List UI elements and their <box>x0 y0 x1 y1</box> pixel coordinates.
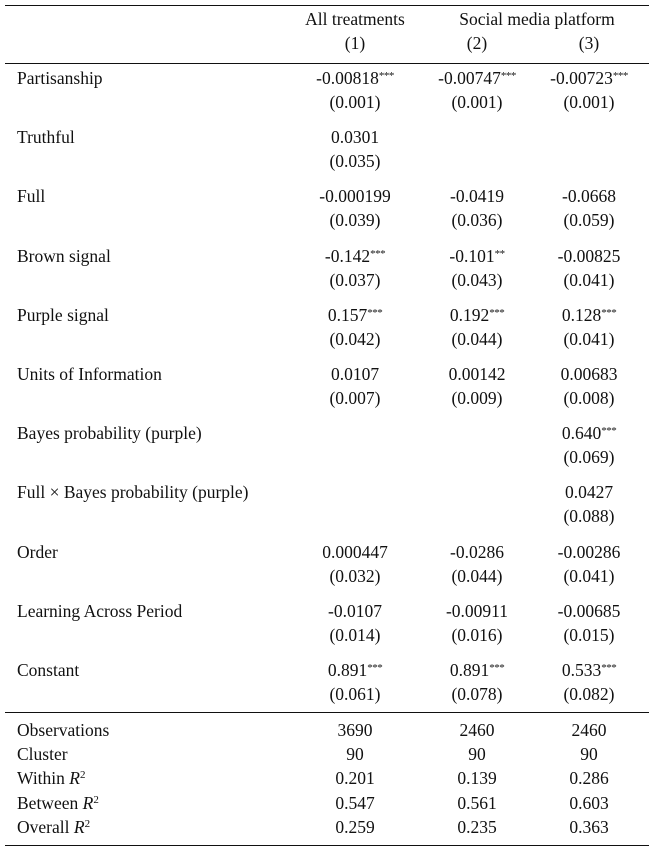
table-row <box>0 305 654 355</box>
stats-row <box>0 744 654 768</box>
header-rule <box>5 63 649 64</box>
coefficient-value: 0.000447 <box>322 541 388 562</box>
coefficient-value: 0.00142 <box>448 364 506 384</box>
coefficient-value: 0.00683 <box>560 364 618 384</box>
table-row <box>0 601 654 651</box>
stats-row <box>0 768 654 792</box>
significance-stars: *** <box>489 306 505 319</box>
stats-label-prefix: Between <box>17 792 83 813</box>
stats-value: 90 <box>346 744 364 765</box>
significance-stars: ** <box>494 247 505 260</box>
significance-stars: *** <box>489 662 505 674</box>
stats-label-prefix: Overall <box>17 816 74 837</box>
stats-value: 0.201 <box>335 768 375 789</box>
coefficient-cell <box>412 68 542 89</box>
stats-label-variable: R <box>73 816 85 837</box>
standard-error: (0.041) <box>563 565 615 586</box>
header-group-all-treatments: All treatments <box>305 9 405 29</box>
coefficient-value: -0.142 <box>324 245 371 266</box>
standard-error: (0.069) <box>563 447 615 468</box>
significance-stars: *** <box>378 70 394 82</box>
coefficient-cell <box>290 305 420 326</box>
coefficient-cell <box>412 186 542 207</box>
stats-label <box>17 720 109 741</box>
stats-label <box>17 744 68 765</box>
standard-error: (0.088) <box>563 506 615 527</box>
coefficient-value: -0.101 <box>449 245 495 266</box>
stats-label-text: Observations <box>17 720 110 740</box>
row-label: Constant <box>17 660 80 680</box>
stats-label-prefix: Within <box>17 768 70 789</box>
coefficient-cell <box>412 364 542 385</box>
row-label: Purple signal <box>17 304 109 325</box>
coefficient-cell <box>524 364 654 385</box>
coefficient-value: -0.00286 <box>557 541 621 562</box>
coefficient-cell <box>412 246 542 267</box>
stats-value: 0.561 <box>457 792 497 813</box>
coefficient-value: 0.0427 <box>564 482 614 503</box>
coefficient-value: -0.00825 <box>557 245 621 266</box>
stats-label-variable: R <box>69 768 80 789</box>
stats-label <box>17 817 90 838</box>
coefficient-value: 0.0107 <box>330 364 380 384</box>
coefficient-value: 0.192 <box>449 304 490 325</box>
standard-error: (0.015) <box>563 624 615 645</box>
coefficient-value: -0.00911 <box>445 600 509 621</box>
standard-error: (0.043) <box>451 269 503 290</box>
significance-stars: *** <box>601 306 617 319</box>
standard-error: (0.041) <box>563 269 615 290</box>
standard-error: (0.032) <box>329 565 381 586</box>
row-label: Learning Across Period <box>17 600 183 621</box>
coefficient-cell <box>412 601 542 622</box>
coefficient-value: 0.891 <box>327 660 368 680</box>
row-label: Brown signal <box>17 245 111 266</box>
significance-stars: *** <box>367 306 383 319</box>
standard-error: (0.061) <box>329 684 381 704</box>
table-row <box>0 246 654 296</box>
table-row <box>0 68 654 118</box>
coefficient-cell <box>524 68 654 89</box>
standard-error: (0.041) <box>563 328 615 349</box>
coefficient-value: -0.0286 <box>450 541 504 562</box>
table-row <box>0 482 654 532</box>
row-label: Bayes probability (purple) <box>17 423 202 444</box>
significance-stars: *** <box>500 70 516 82</box>
stats-label-exponent: 2 <box>93 793 99 806</box>
table-row <box>0 660 654 710</box>
header-col-3: (3) <box>578 33 600 53</box>
stats-value: 2460 <box>459 720 495 740</box>
stats-label <box>17 793 99 814</box>
row-label: Truthful <box>17 127 75 148</box>
stats-label-exponent: 2 <box>79 769 86 782</box>
coefficient-value: -0.00723 <box>550 68 613 88</box>
coefficient-value: 0.157 <box>327 304 368 325</box>
coefficient-cell <box>412 542 542 563</box>
stats-row <box>0 793 654 817</box>
standard-error: (0.042) <box>329 328 381 349</box>
stats-value: 90 <box>580 744 598 765</box>
row-label: Units of Information <box>17 364 162 384</box>
stats-label-exponent: 2 <box>84 817 91 830</box>
standard-error: (0.039) <box>329 210 381 231</box>
row-label: Full × Bayes probability (purple) <box>17 482 249 503</box>
significance-stars: *** <box>367 662 383 674</box>
stats-value: 3690 <box>337 720 373 740</box>
coefficient-cell <box>524 542 654 563</box>
stats-row <box>0 720 654 744</box>
coefficient-cell <box>290 542 420 563</box>
top-rule <box>5 5 649 6</box>
standard-error: (0.016) <box>451 624 503 645</box>
header-group-social-media: Social media platform <box>459 9 615 29</box>
table-row <box>0 127 654 177</box>
coefficient-value: 0.533 <box>561 660 602 680</box>
standard-error: (0.007) <box>329 388 381 408</box>
standard-error: (0.001) <box>563 92 615 112</box>
stats-value: 2460 <box>571 720 607 740</box>
stats-value: 0.363 <box>569 816 609 837</box>
table-row <box>0 186 654 236</box>
coefficient-cell <box>290 68 420 89</box>
stats-value: 0.547 <box>335 792 375 813</box>
table-row <box>0 423 654 473</box>
row-label: Order <box>17 541 58 562</box>
stats-label <box>17 768 85 789</box>
coefficient-cell <box>290 601 420 622</box>
stats-value: 0.286 <box>569 768 609 789</box>
stats-value: 0.259 <box>335 816 375 837</box>
bottom-rule <box>5 845 649 846</box>
significance-stars: *** <box>612 70 628 82</box>
coefficient-cell <box>290 186 420 207</box>
coefficient-cell <box>524 305 654 326</box>
coefficient-value: -0.0668 <box>562 186 616 207</box>
standard-error: (0.078) <box>451 684 503 704</box>
coefficient-cell <box>524 660 654 681</box>
header-col-2: (2) <box>466 33 488 53</box>
coefficient-value: -0.00685 <box>557 600 621 621</box>
standard-error: (0.036) <box>451 210 503 231</box>
row-label: Partisanship <box>17 68 103 88</box>
coefficient-value: 0.640 <box>561 423 602 444</box>
coefficient-cell <box>524 482 654 503</box>
coefficient-cell <box>290 660 420 681</box>
table-row <box>0 364 654 414</box>
coefficient-value: -0.000199 <box>319 186 391 207</box>
standard-error: (0.008) <box>563 388 615 408</box>
standard-error: (0.001) <box>329 92 381 112</box>
standard-error: (0.044) <box>451 328 503 349</box>
standard-error: (0.035) <box>329 151 381 172</box>
stats-row <box>0 817 654 841</box>
stats-value: 0.139 <box>457 768 497 789</box>
table-row <box>0 542 654 592</box>
standard-error: (0.037) <box>329 269 381 290</box>
standard-error: (0.001) <box>451 92 503 112</box>
coefficient-value: -0.0419 <box>450 186 504 207</box>
coefficient-value: 0.128 <box>561 304 602 325</box>
coefficient-cell <box>524 246 654 267</box>
standard-error: (0.014) <box>329 624 381 645</box>
standard-error: (0.044) <box>451 565 503 586</box>
coefficient-cell <box>290 246 420 267</box>
coefficient-cell <box>412 305 542 326</box>
significance-stars: *** <box>601 662 617 674</box>
coefficient-value: -0.00818 <box>316 68 379 88</box>
standard-error: (0.009) <box>451 388 503 408</box>
coefficient-value: -0.00747 <box>438 68 501 88</box>
coefficient-cell <box>290 364 420 385</box>
significance-stars: *** <box>601 425 617 438</box>
stats-label-text: Cluster <box>17 744 68 765</box>
coefficient-cell <box>412 660 542 681</box>
stats-value: 0.603 <box>569 792 609 813</box>
stats-value: 0.235 <box>457 816 497 837</box>
row-label: Full <box>17 186 46 207</box>
coefficient-value: -0.0107 <box>328 600 382 621</box>
coefficient-cell <box>290 127 420 148</box>
coefficient-cell <box>524 601 654 622</box>
coefficient-value: 0.891 <box>449 660 490 680</box>
stats-label-variable: R <box>82 792 94 813</box>
stats-rule <box>5 712 649 713</box>
coefficient-value: 0.0301 <box>330 127 380 148</box>
significance-stars: *** <box>370 247 386 260</box>
coefficient-cell <box>524 186 654 207</box>
header-col-1: (1) <box>344 33 366 53</box>
stats-value: 90 <box>468 744 486 765</box>
standard-error: (0.059) <box>563 210 615 231</box>
standard-error: (0.082) <box>563 684 615 704</box>
coefficient-cell <box>524 423 654 444</box>
